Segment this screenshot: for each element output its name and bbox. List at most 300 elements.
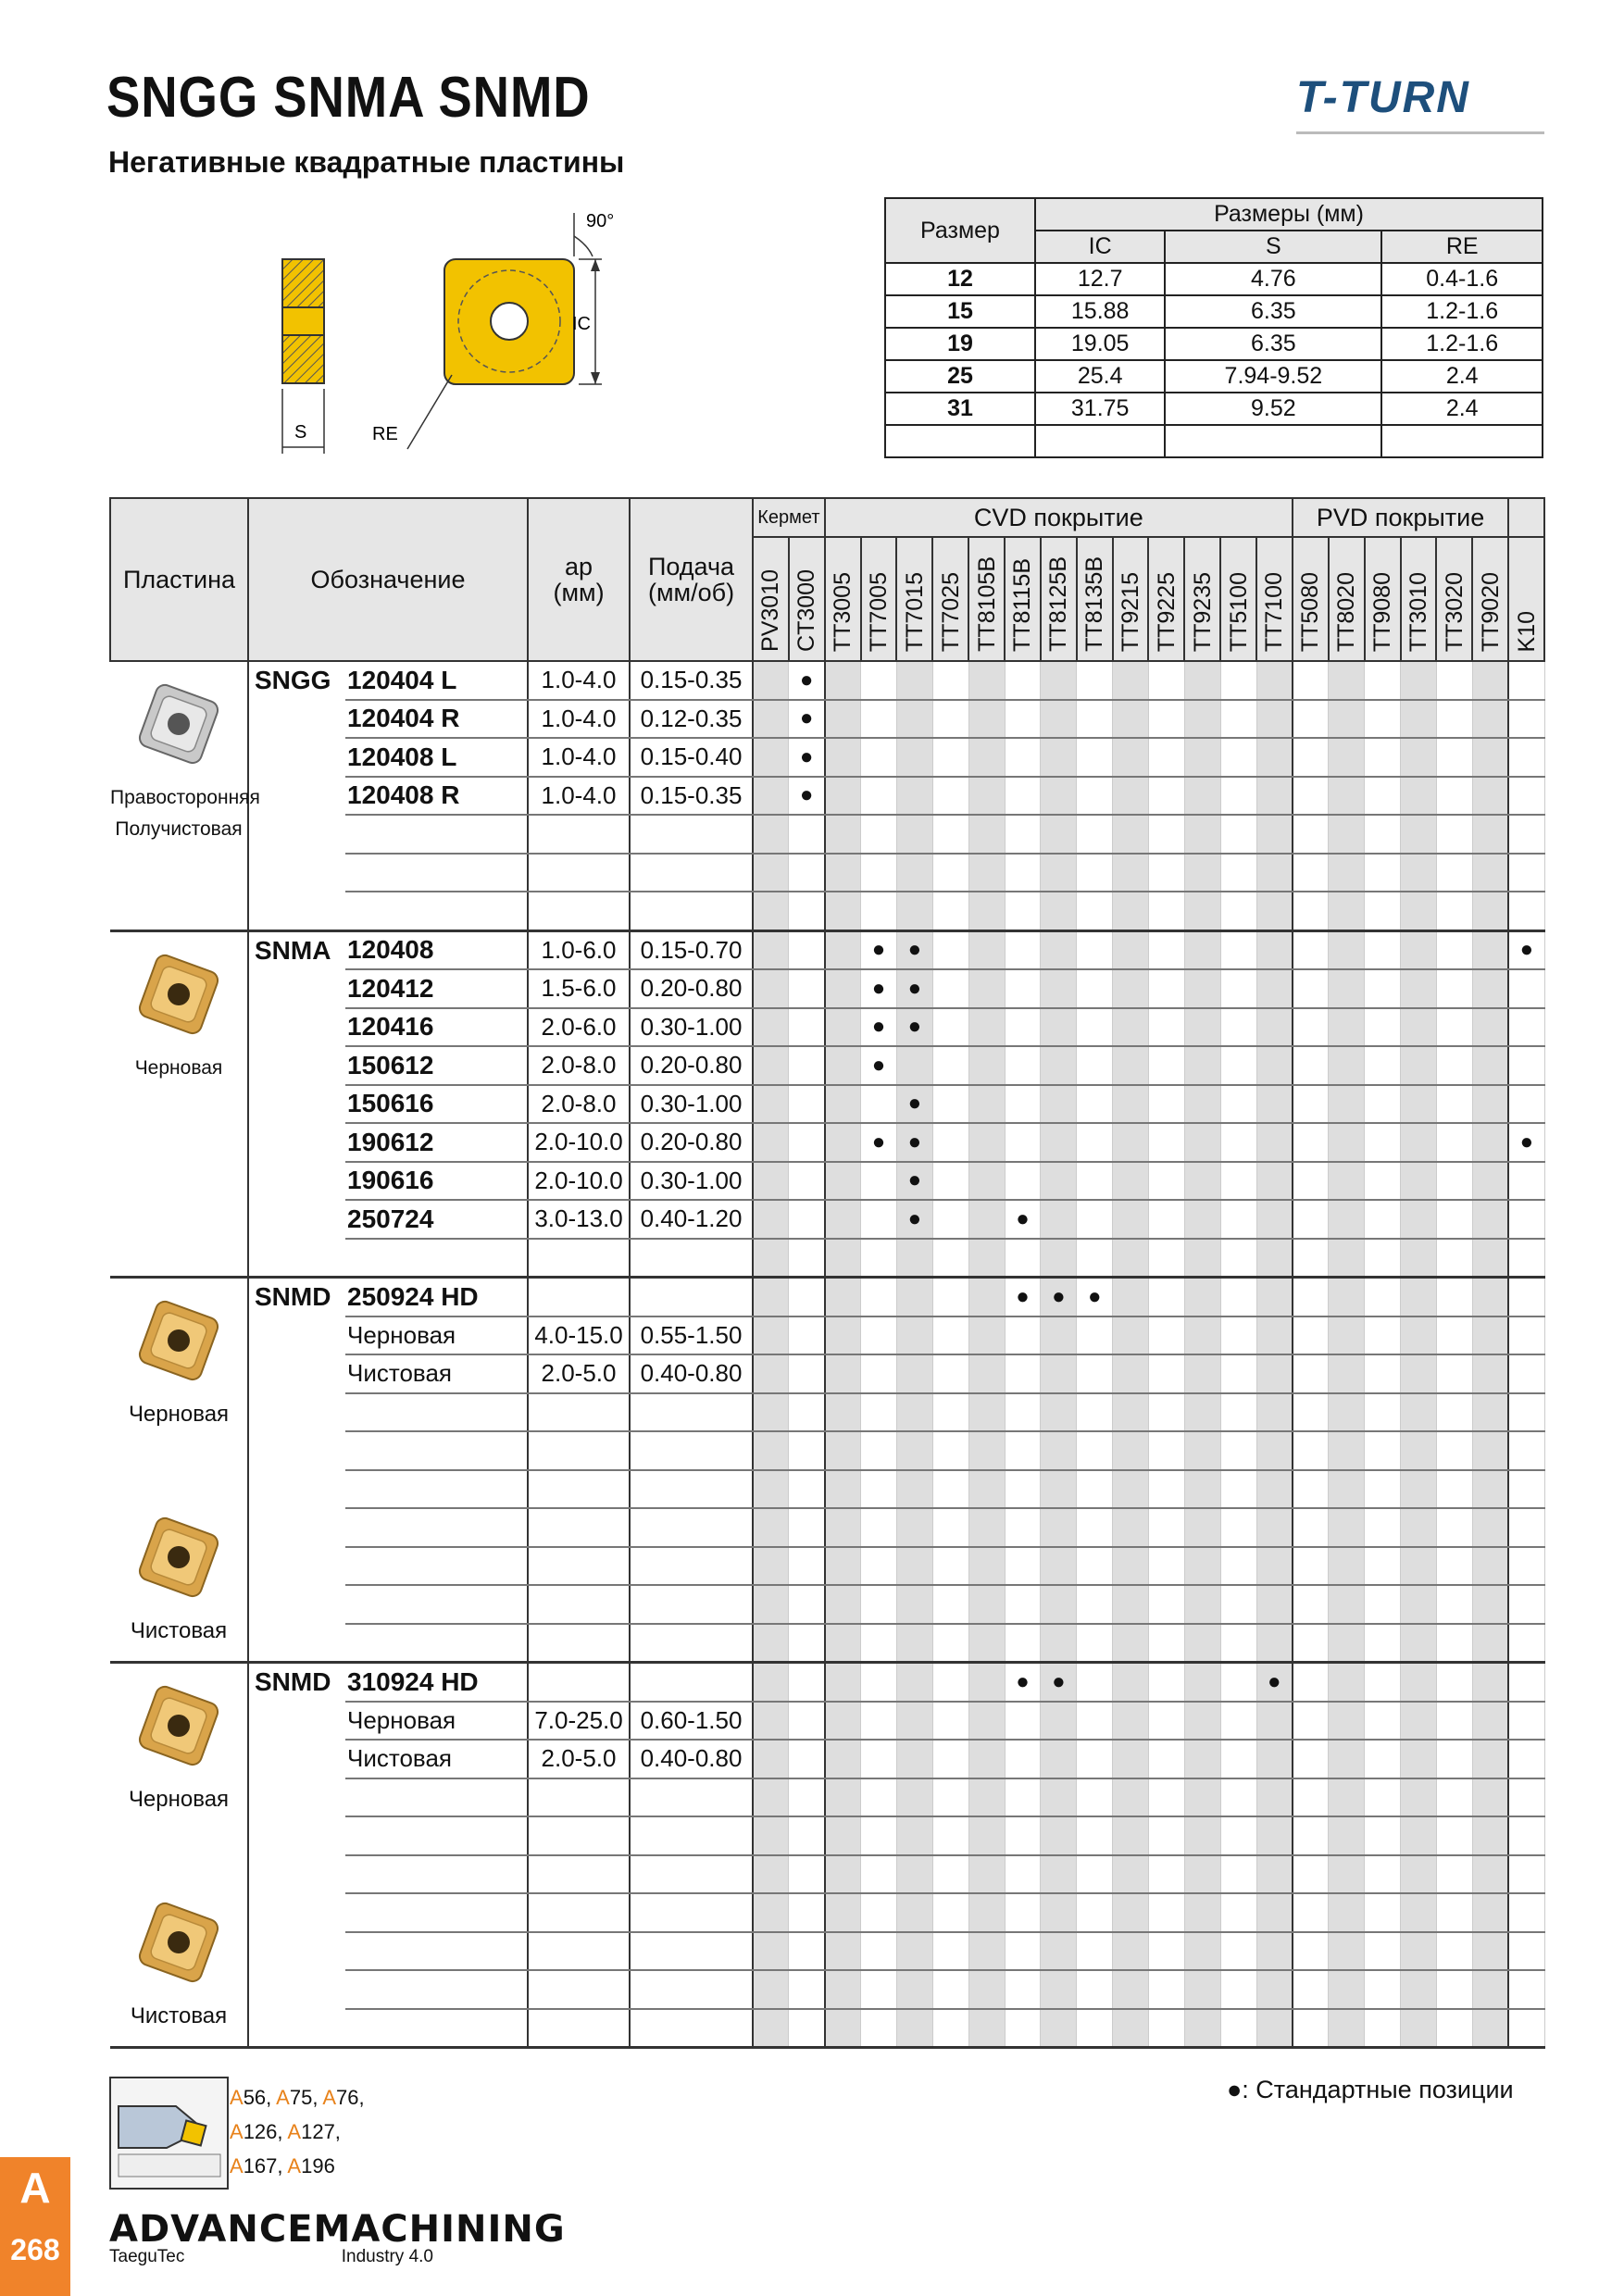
grade-cell bbox=[1041, 1624, 1077, 1663]
designation-cell bbox=[345, 854, 528, 892]
grade-cell bbox=[861, 969, 897, 1008]
grade-cell bbox=[1436, 1470, 1472, 1509]
grade-cell bbox=[1401, 1816, 1437, 1855]
grade-cell bbox=[753, 1702, 789, 1741]
grade-cell bbox=[1113, 1663, 1149, 1702]
grade-cell bbox=[1293, 700, 1329, 739]
grade-cell bbox=[1220, 969, 1256, 1008]
grade-cell bbox=[932, 930, 968, 969]
grade-cell bbox=[1256, 1162, 1293, 1201]
grade-cell bbox=[896, 1008, 932, 1047]
ap-cell: 2.0-5.0 bbox=[528, 1740, 630, 1778]
feed-cell: 0.15-0.35 bbox=[630, 661, 753, 700]
dims-cell-s bbox=[1165, 425, 1381, 457]
grade-cell bbox=[1472, 1393, 1508, 1432]
grade-cell bbox=[1365, 700, 1401, 739]
grade-cell bbox=[1436, 1855, 1472, 1894]
grade-cell bbox=[896, 777, 932, 816]
grade-cell bbox=[1508, 1354, 1544, 1393]
dims-cell-size: 12 bbox=[885, 263, 1035, 295]
grade-cell bbox=[1329, 892, 1365, 930]
table-row bbox=[110, 1085, 1544, 1124]
grade-cell bbox=[753, 700, 789, 739]
grade-cell bbox=[1113, 1239, 1149, 1278]
grade-cell bbox=[1365, 1162, 1401, 1201]
feed-cell: 0.20-0.80 bbox=[630, 1123, 753, 1162]
grade-cell bbox=[789, 1046, 825, 1085]
table-row bbox=[110, 1393, 1544, 1432]
logo-left: TaeguTec bbox=[109, 2247, 185, 2266]
grade-cell bbox=[1113, 1123, 1149, 1162]
grade-cell bbox=[896, 1200, 932, 1239]
grade-cell bbox=[1077, 1162, 1113, 1201]
grade-cell bbox=[1005, 1740, 1041, 1778]
grade-cell bbox=[753, 892, 789, 930]
grade-cell bbox=[1436, 661, 1472, 700]
dims-row bbox=[885, 360, 1543, 393]
dims-cell-s: 4.76 bbox=[1165, 263, 1381, 295]
ap-cell: 1.0-6.0 bbox=[528, 930, 630, 969]
grade-cell bbox=[968, 854, 1005, 892]
grade-cell bbox=[1148, 661, 1184, 700]
grade-cell bbox=[1365, 854, 1401, 892]
grade-cell bbox=[825, 1740, 861, 1778]
grade-cell bbox=[861, 1585, 897, 1624]
grade-cell bbox=[932, 1932, 968, 1971]
grade-cell bbox=[1148, 854, 1184, 892]
grade-cell bbox=[1077, 1778, 1113, 1817]
grade-cell bbox=[861, 1624, 897, 1663]
grade-cell bbox=[968, 1740, 1005, 1778]
grade-cell bbox=[1256, 1278, 1293, 1316]
grade-cell bbox=[1113, 1816, 1149, 1855]
grade-cell bbox=[1113, 815, 1149, 854]
grade-header bbox=[1077, 537, 1113, 661]
grade-cell bbox=[1436, 1740, 1472, 1778]
grade-cell bbox=[1436, 1316, 1472, 1355]
grade-cell bbox=[1256, 815, 1293, 854]
dims-cell-re: 2.4 bbox=[1381, 360, 1543, 393]
grade-cell bbox=[1077, 1702, 1113, 1741]
table-row bbox=[110, 1702, 1544, 1741]
grade-cell bbox=[789, 815, 825, 854]
grade-cell bbox=[1401, 1354, 1437, 1393]
family-cell bbox=[248, 1046, 345, 1085]
ref-prefix: A bbox=[276, 2086, 290, 2109]
dims-cell-size: 31 bbox=[885, 393, 1035, 425]
table-row bbox=[110, 1624, 1544, 1663]
ref-page[interactable]: 126, bbox=[243, 2120, 288, 2143]
grade-header bbox=[1436, 537, 1472, 661]
grades-table bbox=[109, 497, 1545, 2049]
family-cell bbox=[248, 1393, 345, 1432]
table-row bbox=[110, 738, 1544, 777]
grade-cell bbox=[1148, 1470, 1184, 1509]
ap-cell: 1.0-4.0 bbox=[528, 661, 630, 700]
grade-cell bbox=[1184, 1316, 1220, 1355]
grade-cell bbox=[1041, 854, 1077, 892]
grade-cell bbox=[1184, 1431, 1220, 1470]
grade-cell bbox=[968, 1278, 1005, 1316]
ref-prefix: A bbox=[287, 2120, 302, 2143]
ap-header-l1: ap bbox=[564, 553, 593, 580]
grade-cell bbox=[1256, 1585, 1293, 1624]
grade-cell bbox=[1184, 1008, 1220, 1047]
grade-cell bbox=[753, 1547, 789, 1586]
grade-cell bbox=[1220, 1354, 1256, 1393]
feed-cell: 0.60-1.50 bbox=[630, 1702, 753, 1741]
family-cell bbox=[248, 1816, 345, 1855]
family-cell bbox=[248, 1431, 345, 1470]
grade-cell bbox=[1256, 2009, 1293, 2048]
grade-cell bbox=[1148, 1508, 1184, 1547]
feed-cell: 0.20-0.80 bbox=[630, 1046, 753, 1085]
grade-cell bbox=[753, 1932, 789, 1971]
feed-cell bbox=[630, 1816, 753, 1855]
grade-cell bbox=[1256, 1932, 1293, 1971]
grade-header bbox=[789, 537, 825, 661]
grade-cell bbox=[1508, 777, 1544, 816]
ref-prefix: A bbox=[287, 2154, 302, 2177]
side-view-bottom bbox=[282, 335, 324, 383]
grade-cell bbox=[1508, 1278, 1544, 1316]
grade-cell bbox=[1401, 892, 1437, 930]
grade-cell bbox=[1148, 815, 1184, 854]
grade-cell bbox=[1401, 1162, 1437, 1201]
grade-cell bbox=[1436, 1932, 1472, 1971]
grade-cell bbox=[789, 1970, 825, 2009]
grade-cell bbox=[1005, 700, 1041, 739]
grade-cell bbox=[1293, 1470, 1329, 1509]
availability-dot: ● bbox=[1016, 1668, 1030, 1694]
grade-cell bbox=[753, 815, 789, 854]
grade-cell bbox=[1472, 1624, 1508, 1663]
grade-header bbox=[1508, 537, 1544, 661]
grade-cell bbox=[1365, 1278, 1401, 1316]
designation-cell: 120404 R bbox=[345, 700, 528, 739]
grade-cell bbox=[1041, 777, 1077, 816]
feed-cell: 0.15-0.40 bbox=[630, 738, 753, 777]
grade-cell bbox=[753, 1778, 789, 1817]
grade-cell bbox=[1220, 1778, 1256, 1817]
designation-cell: Чистовая bbox=[345, 1740, 528, 1778]
grade-header-label: TT9215 bbox=[1118, 571, 1144, 652]
grade-cell bbox=[1436, 1663, 1472, 1702]
grade-cell bbox=[825, 1085, 861, 1124]
grade-cell bbox=[825, 1585, 861, 1624]
grade-cell bbox=[1184, 777, 1220, 816]
designation-cell: 310924 HD bbox=[345, 1663, 528, 1702]
dims-row bbox=[885, 425, 1543, 457]
table-row bbox=[110, 700, 1544, 739]
grade-cell bbox=[753, 1855, 789, 1894]
grade-header bbox=[1005, 537, 1041, 661]
grade-cell bbox=[896, 1702, 932, 1741]
grade-cell bbox=[1365, 1085, 1401, 1124]
grade-cell bbox=[789, 1547, 825, 1586]
designation-cell bbox=[345, 1816, 528, 1855]
grade-cell bbox=[1041, 1816, 1077, 1855]
grade-cell bbox=[1401, 661, 1437, 700]
grade-cell bbox=[1113, 930, 1149, 969]
grade-cell bbox=[789, 1470, 825, 1509]
grade-cell bbox=[1184, 1470, 1220, 1509]
feed-cell bbox=[630, 1932, 753, 1971]
grade-cell bbox=[1184, 1547, 1220, 1586]
ap-cell bbox=[528, 1970, 630, 2009]
grade-cell bbox=[1148, 1393, 1184, 1432]
grade-cell bbox=[1401, 1316, 1437, 1355]
grade-cell bbox=[1329, 854, 1365, 892]
ref-page[interactable]: 196 bbox=[301, 2154, 335, 2177]
grade-cell bbox=[1256, 738, 1293, 777]
grade-cell bbox=[1220, 930, 1256, 969]
grade-cell bbox=[1220, 1702, 1256, 1741]
grade-cell bbox=[968, 1123, 1005, 1162]
grade-cell bbox=[1472, 738, 1508, 777]
ref-page[interactable]: 76, bbox=[336, 2086, 365, 2109]
grade-cell bbox=[753, 1316, 789, 1355]
grade-cell bbox=[1293, 1008, 1329, 1047]
grade-cell bbox=[1365, 1663, 1401, 1702]
ap-cell bbox=[528, 1855, 630, 1894]
grade-cell bbox=[789, 892, 825, 930]
grade-cell bbox=[1256, 1431, 1293, 1470]
grade-cell bbox=[896, 1046, 932, 1085]
ref-page[interactable]: 167, bbox=[243, 2154, 288, 2177]
grade-cell bbox=[1256, 1508, 1293, 1547]
family-cell: SNMA bbox=[255, 935, 331, 965]
grade-cell bbox=[789, 1508, 825, 1547]
grade-cell bbox=[1041, 1316, 1077, 1355]
grade-cell bbox=[968, 1855, 1005, 1894]
feed-cell: 0.30-1.00 bbox=[630, 1162, 753, 1201]
grade-cell bbox=[1401, 1278, 1437, 1316]
grade-cell bbox=[1329, 1816, 1365, 1855]
ref-page[interactable]: 127, bbox=[301, 2120, 341, 2143]
grade-cell bbox=[861, 2009, 897, 2048]
grade-cell bbox=[1508, 969, 1544, 1008]
grade-cell bbox=[789, 1393, 825, 1432]
s-label: S bbox=[294, 422, 307, 443]
grade-cell bbox=[1077, 1663, 1113, 1702]
family-cell bbox=[248, 1162, 345, 1201]
grade-cell bbox=[1184, 892, 1220, 930]
grade-cell bbox=[968, 1893, 1005, 1932]
grade-cell bbox=[1472, 1046, 1508, 1085]
grade-cell bbox=[1472, 1585, 1508, 1624]
grade-cell bbox=[1293, 1624, 1329, 1663]
grade-cell bbox=[1256, 1702, 1293, 1741]
grade-cell bbox=[1401, 815, 1437, 854]
designation-header: Обозначение bbox=[248, 498, 528, 661]
grade-cell bbox=[1184, 2009, 1220, 2048]
table-row bbox=[110, 969, 1544, 1008]
grade-cell bbox=[861, 1816, 897, 1855]
grade-cell bbox=[753, 1239, 789, 1278]
grade-cell bbox=[1472, 1816, 1508, 1855]
grade-cell bbox=[1184, 1855, 1220, 1894]
grade-cell bbox=[896, 1431, 932, 1470]
grade-cell bbox=[1220, 1046, 1256, 1085]
grade-cell bbox=[1220, 854, 1256, 892]
grade-cell bbox=[1041, 1008, 1077, 1047]
grade-cell bbox=[1329, 1778, 1365, 1817]
insert-header: Пластина bbox=[110, 498, 248, 661]
grade-cell bbox=[932, 1008, 968, 1047]
table-row bbox=[110, 1008, 1544, 1047]
grade-cell bbox=[1401, 2009, 1437, 2048]
grade-cell bbox=[1401, 1508, 1437, 1547]
grade-header bbox=[896, 537, 932, 661]
grade-cell bbox=[1436, 738, 1472, 777]
grade-cell bbox=[1148, 1316, 1184, 1355]
grade-cell bbox=[1508, 1547, 1544, 1586]
grade-cell bbox=[1113, 1932, 1149, 1971]
grade-cell bbox=[1148, 1663, 1184, 1702]
footer-logo bbox=[109, 2208, 566, 2267]
grade-cell bbox=[1041, 1085, 1077, 1124]
dims-group-header: Размеры (мм) bbox=[1035, 198, 1543, 231]
grade-cell bbox=[1148, 1008, 1184, 1047]
grade-cell bbox=[825, 1470, 861, 1509]
grade-cell bbox=[1220, 815, 1256, 854]
ap-cell: 1.0-4.0 bbox=[528, 777, 630, 816]
grade-cell bbox=[1184, 969, 1220, 1008]
grade-cell bbox=[1472, 1547, 1508, 1586]
grade-cell bbox=[1077, 1970, 1113, 2009]
grade-cell bbox=[1329, 1046, 1365, 1085]
grade-cell bbox=[1005, 1702, 1041, 1741]
grade-cell bbox=[1077, 969, 1113, 1008]
grade-cell bbox=[789, 1624, 825, 1663]
availability-dot: ● bbox=[1519, 1129, 1534, 1154]
grade-cell bbox=[1113, 1508, 1149, 1547]
table-row bbox=[110, 1046, 1544, 1085]
grade-cell bbox=[1148, 1431, 1184, 1470]
grade-cell bbox=[1005, 777, 1041, 816]
grade-cell bbox=[1436, 854, 1472, 892]
grade-header bbox=[1293, 537, 1329, 661]
table-row bbox=[110, 1470, 1544, 1509]
availability-dot: ● bbox=[871, 937, 886, 963]
grade-cell bbox=[968, 930, 1005, 969]
grade-cell bbox=[1220, 892, 1256, 930]
grade-cell bbox=[1256, 700, 1293, 739]
grade-cell bbox=[1041, 1663, 1077, 1702]
grade-cell bbox=[1148, 1932, 1184, 1971]
grade-cell bbox=[1401, 1624, 1437, 1663]
grade-cell bbox=[753, 1740, 789, 1778]
grade-cell bbox=[1508, 1200, 1544, 1239]
grade-cell bbox=[1436, 1585, 1472, 1624]
grade-cell bbox=[1329, 1893, 1365, 1932]
grade-cell bbox=[1005, 1970, 1041, 2009]
grade-cell bbox=[1508, 1740, 1544, 1778]
grade-cell bbox=[932, 1893, 968, 1932]
ref-page[interactable]: 56, bbox=[243, 2086, 277, 2109]
feed-cell bbox=[630, 1970, 753, 2009]
grade-cell bbox=[861, 1239, 897, 1278]
grade-cell bbox=[932, 1702, 968, 1741]
grade-cell bbox=[1293, 1200, 1329, 1239]
table-row bbox=[110, 1970, 1544, 2009]
grade-cell bbox=[1293, 1816, 1329, 1855]
table-row bbox=[110, 1778, 1544, 1817]
grade-cell bbox=[1220, 738, 1256, 777]
dims-cell-re: 1.2-1.6 bbox=[1381, 328, 1543, 360]
grade-cell bbox=[1077, 1470, 1113, 1509]
grade-cell bbox=[1436, 1239, 1472, 1278]
ap-cell bbox=[528, 2009, 630, 2048]
grade-cell bbox=[789, 1008, 825, 1047]
designation-cell: 120408 R bbox=[345, 777, 528, 816]
grade-header-label: K10 bbox=[1513, 610, 1540, 652]
grade-cell bbox=[1365, 1393, 1401, 1432]
grade-cell bbox=[932, 661, 968, 700]
insert-cell bbox=[110, 661, 260, 930]
grade-cell bbox=[968, 1663, 1005, 1702]
grade-cell bbox=[1220, 1547, 1256, 1586]
availability-dot: ● bbox=[907, 1167, 922, 1193]
grade-cell bbox=[1436, 930, 1472, 969]
grade-cell bbox=[1113, 1778, 1149, 1817]
grade-cell bbox=[1184, 1508, 1220, 1547]
ap-cell: 1.5-6.0 bbox=[528, 969, 630, 1008]
grade-header bbox=[968, 537, 1005, 661]
grade-cell bbox=[1148, 1278, 1184, 1316]
grade-cell bbox=[1077, 930, 1113, 969]
grade-cell bbox=[968, 1778, 1005, 1817]
grade-cell bbox=[896, 1585, 932, 1624]
dims-cell-ic: 15.88 bbox=[1035, 295, 1165, 328]
grade-cell bbox=[1293, 1123, 1329, 1162]
grade-cell bbox=[753, 1816, 789, 1855]
family-cell bbox=[248, 1624, 345, 1663]
grade-cell bbox=[1041, 1547, 1077, 1586]
grade-cell bbox=[1041, 1354, 1077, 1393]
grade-cell bbox=[789, 1316, 825, 1355]
ap-cell bbox=[528, 1663, 630, 1702]
dims-cell-re bbox=[1381, 425, 1543, 457]
grade-header-label: TT5080 bbox=[1297, 571, 1324, 652]
grade-cell bbox=[1256, 1663, 1293, 1702]
grade-cell bbox=[825, 930, 861, 969]
grade-cell bbox=[1293, 892, 1329, 930]
grade-cell bbox=[1220, 1239, 1256, 1278]
grade-cell bbox=[896, 930, 932, 969]
grade-cell bbox=[1005, 930, 1041, 969]
grade-cell bbox=[1077, 1740, 1113, 1778]
grade-cell bbox=[932, 892, 968, 930]
grade-cell bbox=[1472, 777, 1508, 816]
grade-cell bbox=[1113, 1624, 1149, 1663]
grade-cell bbox=[1293, 1354, 1329, 1393]
grade-cell bbox=[825, 1663, 861, 1702]
angle-label: 90° bbox=[586, 211, 615, 231]
grade-cell bbox=[1365, 1702, 1401, 1741]
grade-cell bbox=[753, 1354, 789, 1393]
grade-cell bbox=[1041, 700, 1077, 739]
grade-header bbox=[1365, 537, 1401, 661]
grade-cell bbox=[1041, 969, 1077, 1008]
grade-cell bbox=[1293, 1162, 1329, 1201]
ap-cell: 7.0-25.0 bbox=[528, 1702, 630, 1741]
availability-dot: ● bbox=[799, 743, 814, 769]
designation-cell bbox=[345, 1431, 528, 1470]
col-s: S bbox=[1165, 231, 1381, 263]
ref-page[interactable]: 75, bbox=[289, 2086, 323, 2109]
